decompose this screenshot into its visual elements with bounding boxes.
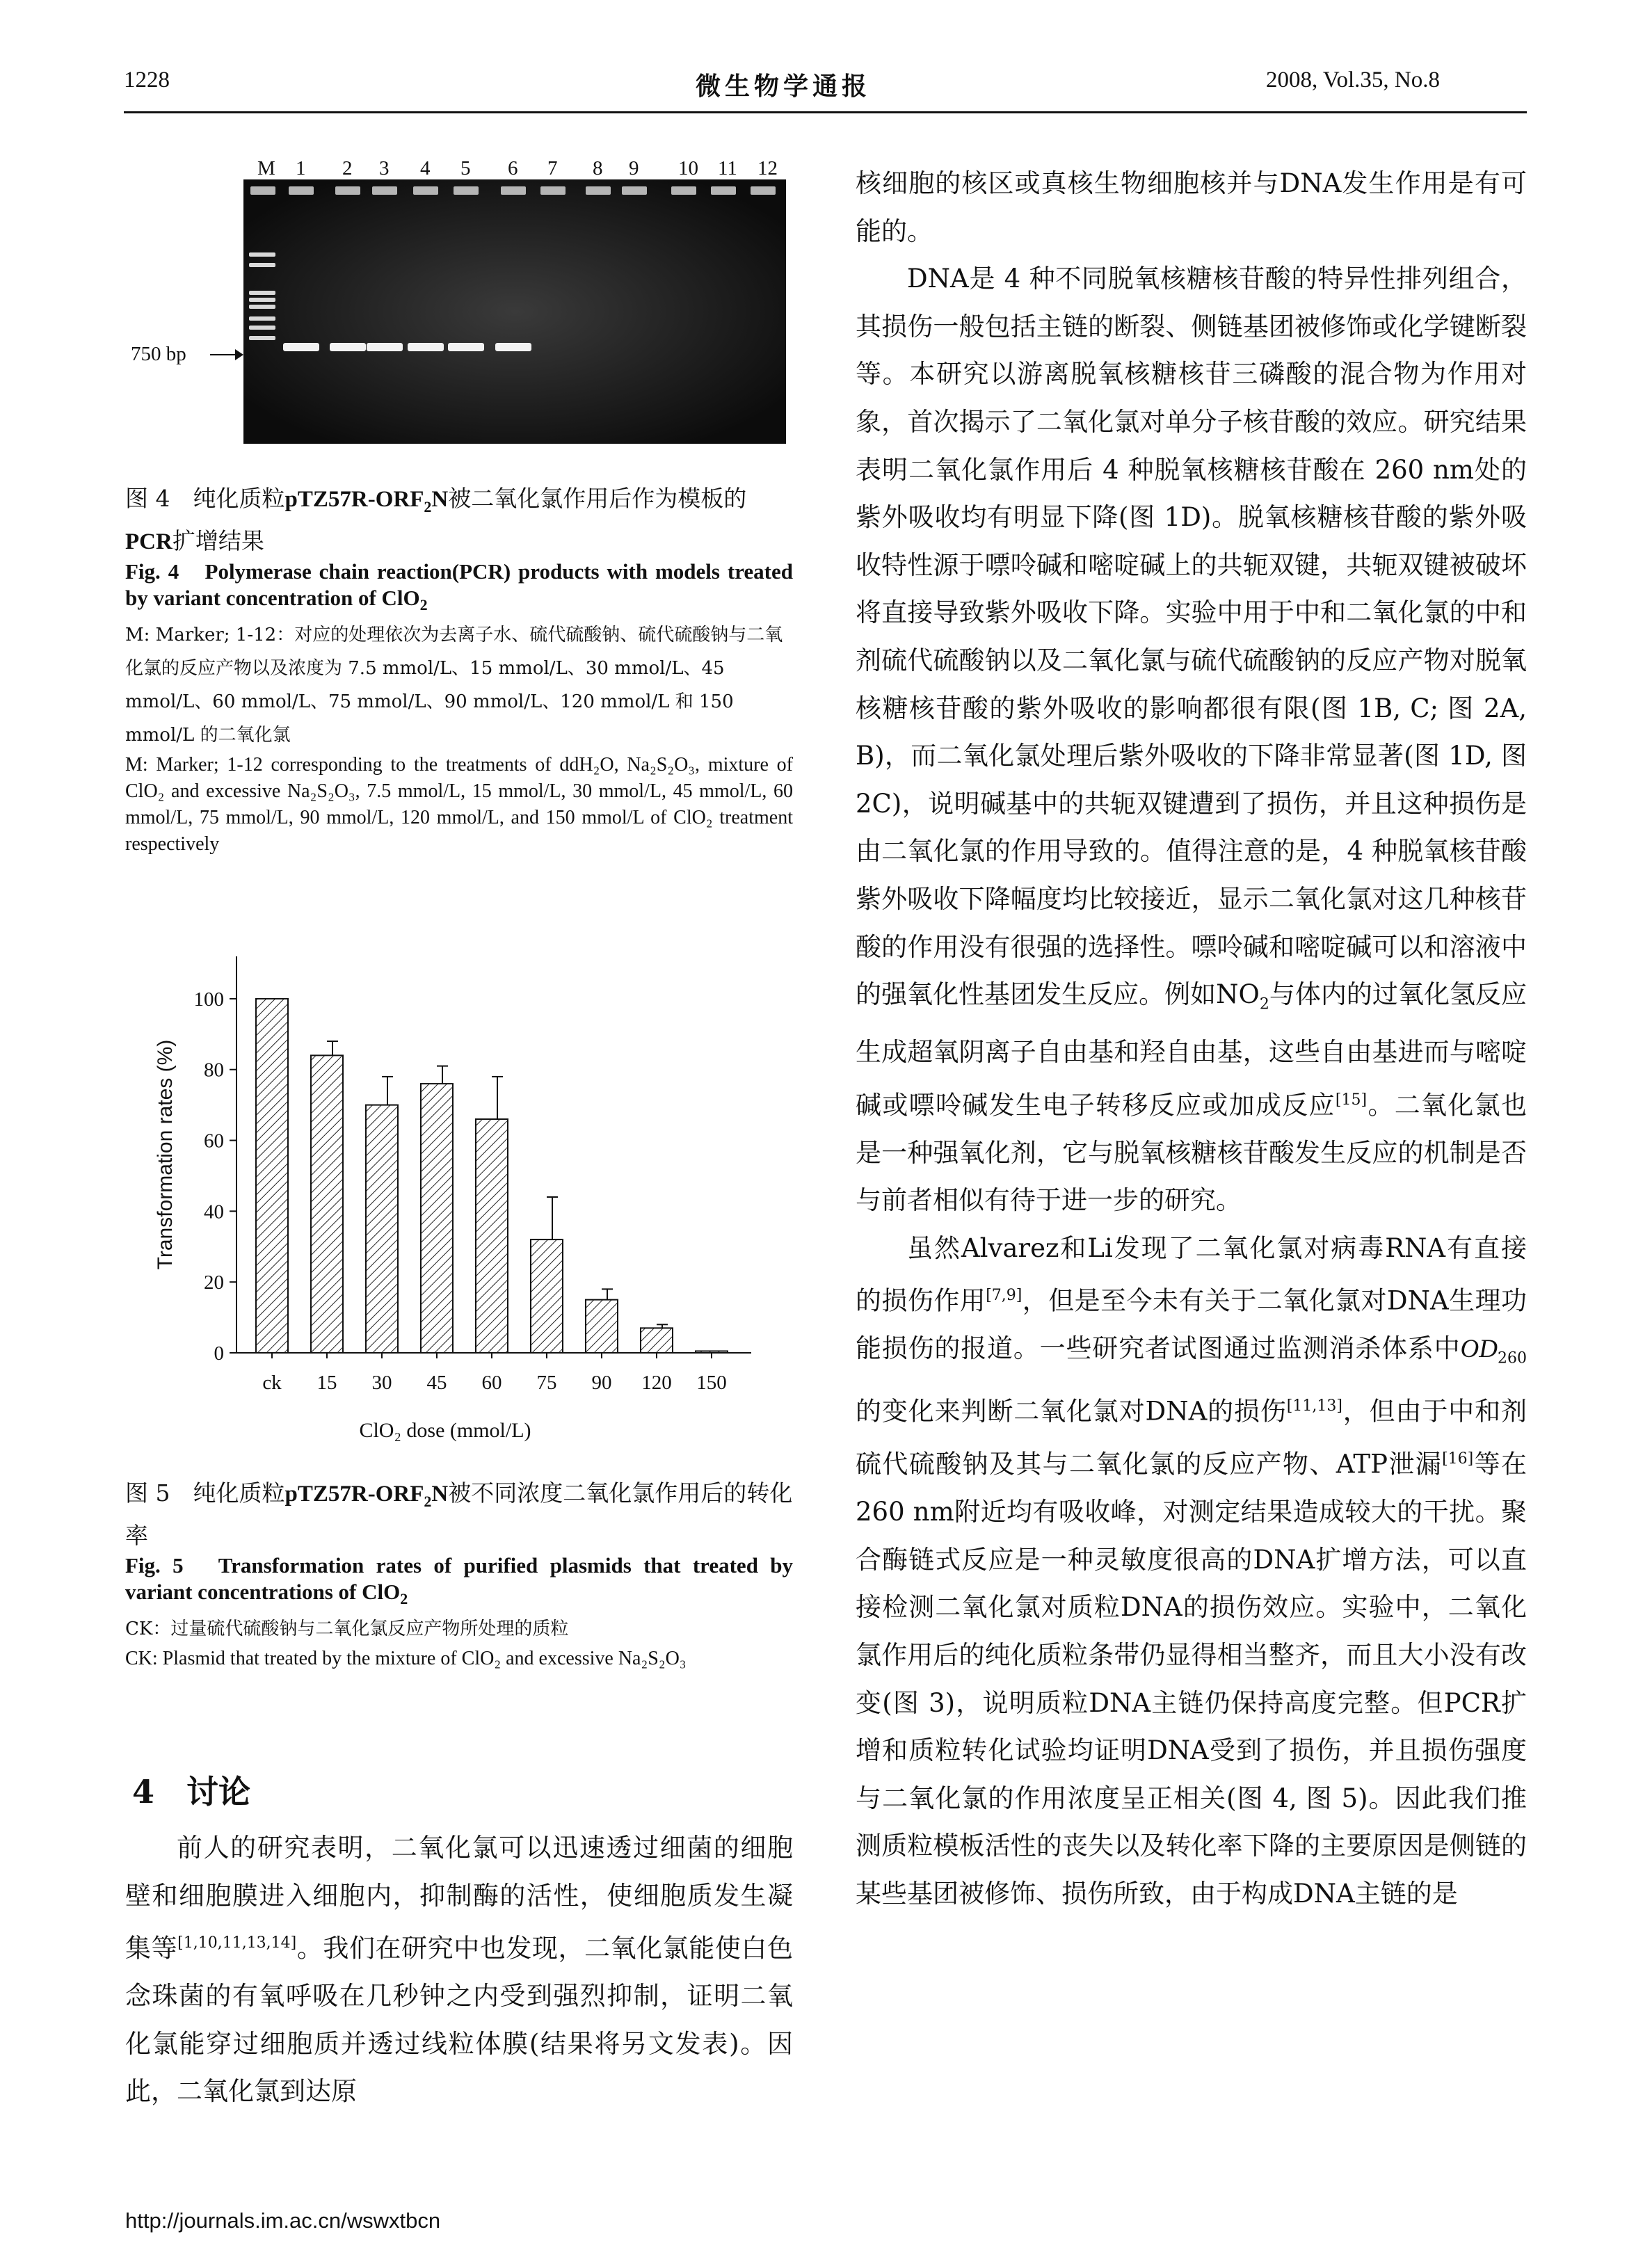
chart-bar: [476, 1119, 508, 1353]
chart-bar: [421, 1084, 453, 1353]
fig5-note-cn: CK：过量硫代硫酸钠与二氧化氯反应产物所处理的质粒: [125, 1618, 569, 1639]
fig5-bar-chart: [139, 904, 765, 1454]
gel-lane-label: 5: [460, 157, 471, 179]
gel-lane-label: 7: [547, 157, 558, 179]
gel-well: [711, 186, 736, 195]
gel-well: [335, 186, 360, 195]
chart-x-tick-label: 90: [591, 1372, 612, 1394]
right-column-body: [856, 160, 1527, 1918]
chart-bar: [531, 1239, 563, 1353]
gel-band: [448, 343, 484, 351]
gel-band: [283, 343, 319, 351]
gel-lane-label: 1: [296, 157, 306, 179]
chart-x-axis-label: ClO₂ dose (mmol/L): [359, 1419, 531, 1442]
chart-x-tick-label: 15: [316, 1372, 337, 1394]
chart-y-tick-label: 40: [204, 1201, 224, 1223]
chart-bar: [641, 1328, 673, 1353]
chart-y-tick-label: 20: [204, 1271, 224, 1294]
fig5-note-en: CK: Plasmid that treated by the mixture of ClO₂ and excessive Na₂S₂O₃: [125, 1647, 687, 1669]
discussion-paragraph-3: 虽然Alvarez和Li发现了二氧化氯对病毒RNA有直接的损伤作用[7,9]，但是至今未有关于二氧化氯对DNA生理功能损伤的报道。一些研究者试图通过监测消杀体系中$OD_{260}$的变化来判断二氧化氯对DNA的损伤[11,13]，但由于中和剂硫代硫酸钠及其与二氧化氯的反应产物、ATP泄漏[16]等在 260 nm附近均有吸收峰，对测定结果造成较大的干扰。聚合酶链式反应是一种灵敏度很高的DNA扩增方法，可以直接检测二氧化氯对质粒DNA的损伤效应。实验中，二氧化氯作用后的纯化质粒条带仍显得相当整齐，而且大小没有改变(图 3)，说明质粒DNA主链仍保持高度完整。但PCR扩增和质粒转化试验均证明DNA受到了损伤，并且损伤强度与二氧化氯的作用浓度呈正相关(图 4, 图 5)。因此我们推测质粒模板活性的丧失以及转化率下降的主要原因是侧链的某些基团被修饰、损伤所致，由于构成DNA主链的是: [856, 1233, 1527, 1909]
header-rule: [124, 111, 1527, 113]
chart-y-tick-label: 60: [204, 1130, 224, 1153]
chart-y-ticks: [194, 988, 237, 1365]
gel-band: [367, 343, 403, 351]
gel-lane-label: 12: [757, 157, 778, 179]
chart-bars: [256, 999, 728, 1353]
gel-well: [501, 186, 526, 195]
discussion-paragraph-2: DNA是 4 种不同脱氧核糖核苷酸的特异性排列组合，其损伤一般包括主链的断裂、侧链基团被修饰或化学键断裂等。本研究以游离脱氧核糖核苷三磷酸的混合物为作用对象，首次揭示了二氧化氯对单分子核苷酸的效应。研究结果表明二氧化氯作用后 4 种脱氧核糖核苷酸在 260 nm处的紫外吸收均有明显下降(图 1D)。脱氧核糖核苷酸的紫外吸收特性源于嘌呤碱和嘧啶碱上的共轭双键，共轭双键被破坏将直接导致紫外吸收下降。实验中用于中和二氧化氯的中和剂硫代硫酸钠以及二氧化氯与硫代硫酸钠的反应产物对脱氧核糖核苷酸的紫外吸收的影响都很有限(图 1B, C; 图 2A, B)，而二氧化氯处理后紫外吸收的下降非常显著(图 1D, 图 2C)，说明碱基中的共轭双键遭到了损伤，并且这种损伤是由二氧化氯的作用导致的。值得注意的是，4 种脱氧核苷酸紫外吸收下降幅度均比较接近，显示二氧化氯对这几种核苷酸的作用没有很强的选择性。嘌呤碱和嘧啶碱可以和溶液中的强氧化性基团发生反应。例如$NO_2$与体内的过氧化氢反应生成超氧阴离子自由基和羟自由基，这些自由基进而与嘧啶碱或嘌呤碱发生电子转移反应或加成反应[15]。二氧化氯也是一种强氧化剂，它与脱氧核糖核苷酸发生反应的机制是否与前者相似有待于进一步的研究。: [856, 264, 1527, 1216]
gel-well: [454, 186, 479, 195]
gel-ladder-band: [249, 305, 275, 309]
gel-ladder-band: [249, 263, 275, 267]
fig4-note-en: M: Marker; 1-12 corresponding to the treatments of ddH₂O, Na₂S₂O₃, mixture of ClO₂ and excessive Na₂S₂O₃, 7.5 mmol/L, 15 mmol/L, 30 mmol/L, 45 mmol/L, 60 mmol/L, 75 mmol/L, 90 mmol/L, 120 mmol/L, and 150 mmol/L of ClO₂ treatment respectively: [125, 753, 793, 855]
marker-arrowhead: [235, 349, 243, 360]
chart-bar: [256, 999, 288, 1353]
gel-lane-label: 9: [629, 157, 639, 179]
page-number: 1228: [124, 67, 170, 93]
fig5-title-cn: 图 5 纯化质粒$pTZ57R-ORF_2N$被不同浓度二氧化氯作用后的转化率: [125, 1479, 793, 1549]
gel-ladder-band: [249, 252, 275, 257]
chart-x-tick-label: 150: [696, 1372, 727, 1394]
gel-well: [289, 186, 314, 195]
fig5-caption: [125, 1477, 793, 1672]
journal-url: http://journals.im.ac.cn/wswxtbcn: [125, 2208, 441, 2233]
chart-x-tick-label: 75: [536, 1372, 557, 1394]
chart-y-tick-label: 0: [214, 1342, 224, 1365]
chart-x-tick-label: 120: [641, 1372, 672, 1394]
chart-x-tick-label: ck: [262, 1372, 282, 1394]
fig4-title-en: Fig. 4 Polymerase chain reaction(PCR) products with models treated by variant concentration of ClO$_2$: [125, 559, 793, 613]
gel-band: [495, 343, 531, 351]
gel-lane-label: 10: [678, 157, 698, 179]
gel-lane-label: 3: [379, 157, 390, 179]
gel-lane-label: M: [257, 157, 275, 179]
chart-bar: [696, 1351, 728, 1353]
left-column-body: [125, 1824, 793, 2116]
chart-x-tick-label: 60: [481, 1372, 502, 1394]
gel-lane-label: 8: [593, 157, 603, 179]
gel-well: [372, 186, 397, 195]
gel-lane-label: 2: [342, 157, 353, 179]
fig4-note-cn: M: Marker; 1-12：对应的处理依次为去离子水、硫代硫酸钠、硫代硫酸钠与二氧化氯的反应产物以及浓度为 7.5 mmol/L、15 mmol/L、30 mmol/L、45 mmol/L、60 mmol/L、75 mmol/L、90 mmol/L、120 mmol/L 和 150 mmol/L 的二氧化氯: [125, 624, 783, 746]
chart-bar: [366, 1105, 398, 1353]
gel-ladder-band: [249, 298, 275, 302]
discussion-paragraph-1: 前人的研究表明，二氧化氯可以迅速透过细菌的细胞壁和细胞膜进入细胞内，抑制酶的活性，使细胞质发生凝集等[1,10,11,13,14]。我们在研究中也发现，二氧化氯能使白色念珠菌的有氧呼吸在几秒钟之内受到强烈抑制，证明二氧化氯能穿过细胞质并透过线粒体膜(结果将另文发表)。因此，二氧化氯到达原: [125, 1833, 794, 2107]
gel-band: [408, 343, 444, 351]
gel-well: [540, 186, 566, 195]
gel-ladder-band: [249, 336, 275, 340]
gel-ladder-band: [249, 291, 275, 295]
chart-x-tick-label: 30: [371, 1372, 392, 1394]
chart-y-tick-label: 80: [204, 1059, 224, 1082]
gel-well: [671, 186, 696, 195]
journal-issue: 2008, Vol.35, No.8: [1266, 67, 1440, 93]
gel-well: [250, 186, 275, 195]
chart-y-tick-label: 100: [193, 988, 224, 1011]
gel-well: [622, 186, 647, 195]
gel-band: [330, 343, 366, 351]
marker-arrow: [210, 354, 238, 355]
gel-lane-label: 4: [420, 157, 431, 179]
chart-x-ticks: [262, 1353, 726, 1394]
gel-well: [586, 186, 611, 195]
gel-well: [751, 186, 776, 195]
gel-bands-svg: [243, 179, 786, 444]
discussion-paragraph-continued: 核细胞的核区或真核生物细胞核并与DNA发生作用是有可能的。: [856, 168, 1527, 246]
fig5-title-en: Fig. 5 Transformation rates of purified plasmids that treated by variant concentrations of ClO$_2$: [125, 1552, 793, 1607]
gel-ladder-band: [249, 326, 275, 330]
fig4-title-cn: 图 4 纯化质粒$pTZ57R-ORF_2N$被二氧化氯作用后作为模板的PCR扩增结果: [125, 485, 747, 554]
chart-x-tick-label: 45: [426, 1372, 447, 1394]
gel-lane-label: 6: [508, 157, 518, 179]
gel-well: [413, 186, 438, 195]
chart-bar: [586, 1300, 618, 1353]
gel-lane-label: 11: [718, 157, 737, 179]
gel-image: [243, 179, 786, 444]
chart-bar: [311, 1055, 343, 1353]
journal-title: 微生物学通报: [696, 72, 872, 101]
section-title: 4 讨论: [132, 1773, 251, 1811]
gel-ladder-band: [249, 316, 275, 321]
fig4-caption: [125, 482, 793, 858]
marker-size-label: 750 bp: [131, 343, 186, 365]
chart-y-axis-label: Transformation rates (%): [154, 1039, 177, 1270]
